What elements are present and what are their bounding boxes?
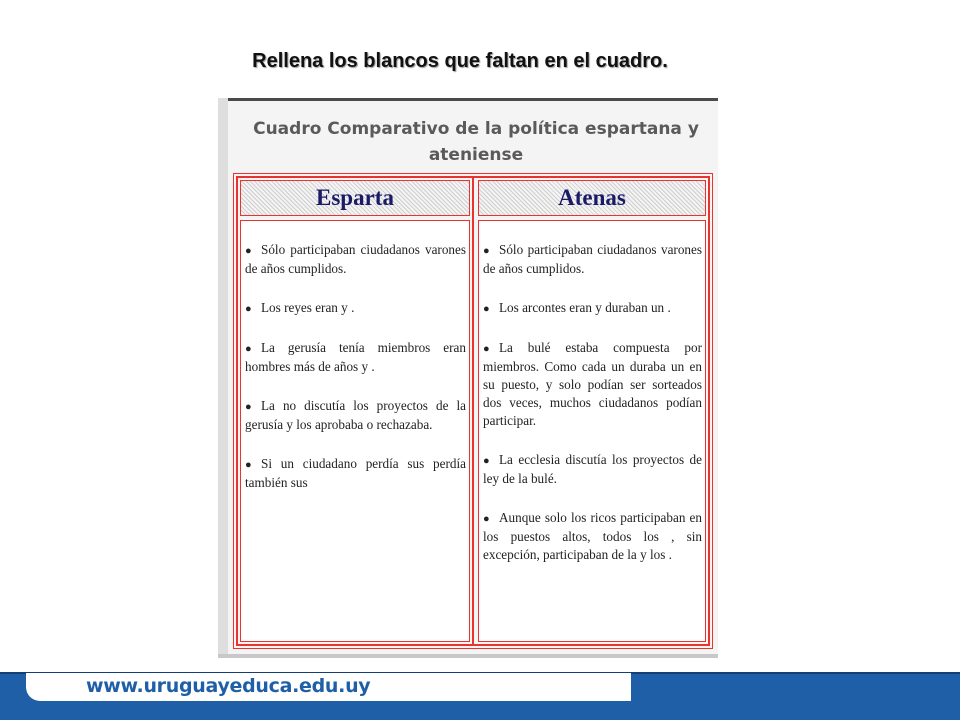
list-item: ● La no discutía los proyectos de la gerusía y los aprobaba o rechazaba.: [245, 398, 466, 432]
list-item: ● Los reyes eran y .: [245, 299, 466, 318]
panel-left-rule: [218, 98, 228, 658]
panel-bottom-rule: [218, 654, 718, 658]
bullet-icon: ●: [483, 303, 490, 315]
footer-band: [0, 672, 960, 720]
comparison-table: [236, 176, 710, 646]
bullet-icon: ●: [245, 401, 252, 413]
list-item: ● Sólo participaban ciudadanos varones de años cumplidos.: [483, 242, 702, 276]
list-item: ● La bulé estaba compuesta por miembros. Como cada un duraba un en su puesto, y solo podían ser sorteados dos veces, muchos ciudadanos podían participar.: [483, 340, 702, 428]
panel-top-rule: [218, 98, 718, 101]
bullet-icon: ●: [483, 245, 490, 257]
column-header-atenas: [478, 180, 706, 216]
bullet-icon: ●: [483, 343, 490, 355]
list-item: ● Los arcontes eran y duraban un .: [483, 299, 702, 318]
panel-heading: Cuadro Comparativo de la política espartana y ateniense: [253, 119, 699, 165]
footer-url-link[interactable]: www.uruguayeduca.edu.uy: [86, 675, 371, 697]
bullet-icon: ●: [245, 459, 252, 471]
bullet-icon: ●: [245, 303, 252, 315]
list-item: ● Si un ciudadano perdía sus perdía también sus: [245, 456, 466, 490]
list-item: ● Sólo participaban ciudadanos varones de años cumplidos.: [245, 242, 466, 276]
column-header-esparta: [240, 180, 470, 216]
bullet-icon: ●: [483, 513, 490, 525]
column-header-label: Esparta: [316, 185, 394, 210]
comparison-panel: [218, 98, 718, 658]
list-item: ● Aunque solo los ricos participaban en los puestos altos, todos los , sin excepción, participaban de la y los .: [483, 510, 702, 562]
bullet-icon: ●: [245, 245, 252, 257]
column-body-esparta: [240, 220, 470, 642]
column-esparta: [238, 178, 474, 644]
slide-title: Rellena los blancos que faltan en el cuadro.: [252, 50, 668, 72]
column-body-atenas: [478, 220, 706, 642]
column-header-label: Atenas: [558, 185, 626, 210]
bullet-icon: ●: [483, 455, 490, 467]
column-atenas: [476, 178, 708, 644]
bullet-icon: ●: [245, 343, 252, 355]
list-item: ● La gerusía tenía miembros eran hombres más de años y .: [245, 340, 466, 374]
list-item: ● La ecclesia discutía los proyectos de ley de la bulé.: [483, 452, 702, 486]
